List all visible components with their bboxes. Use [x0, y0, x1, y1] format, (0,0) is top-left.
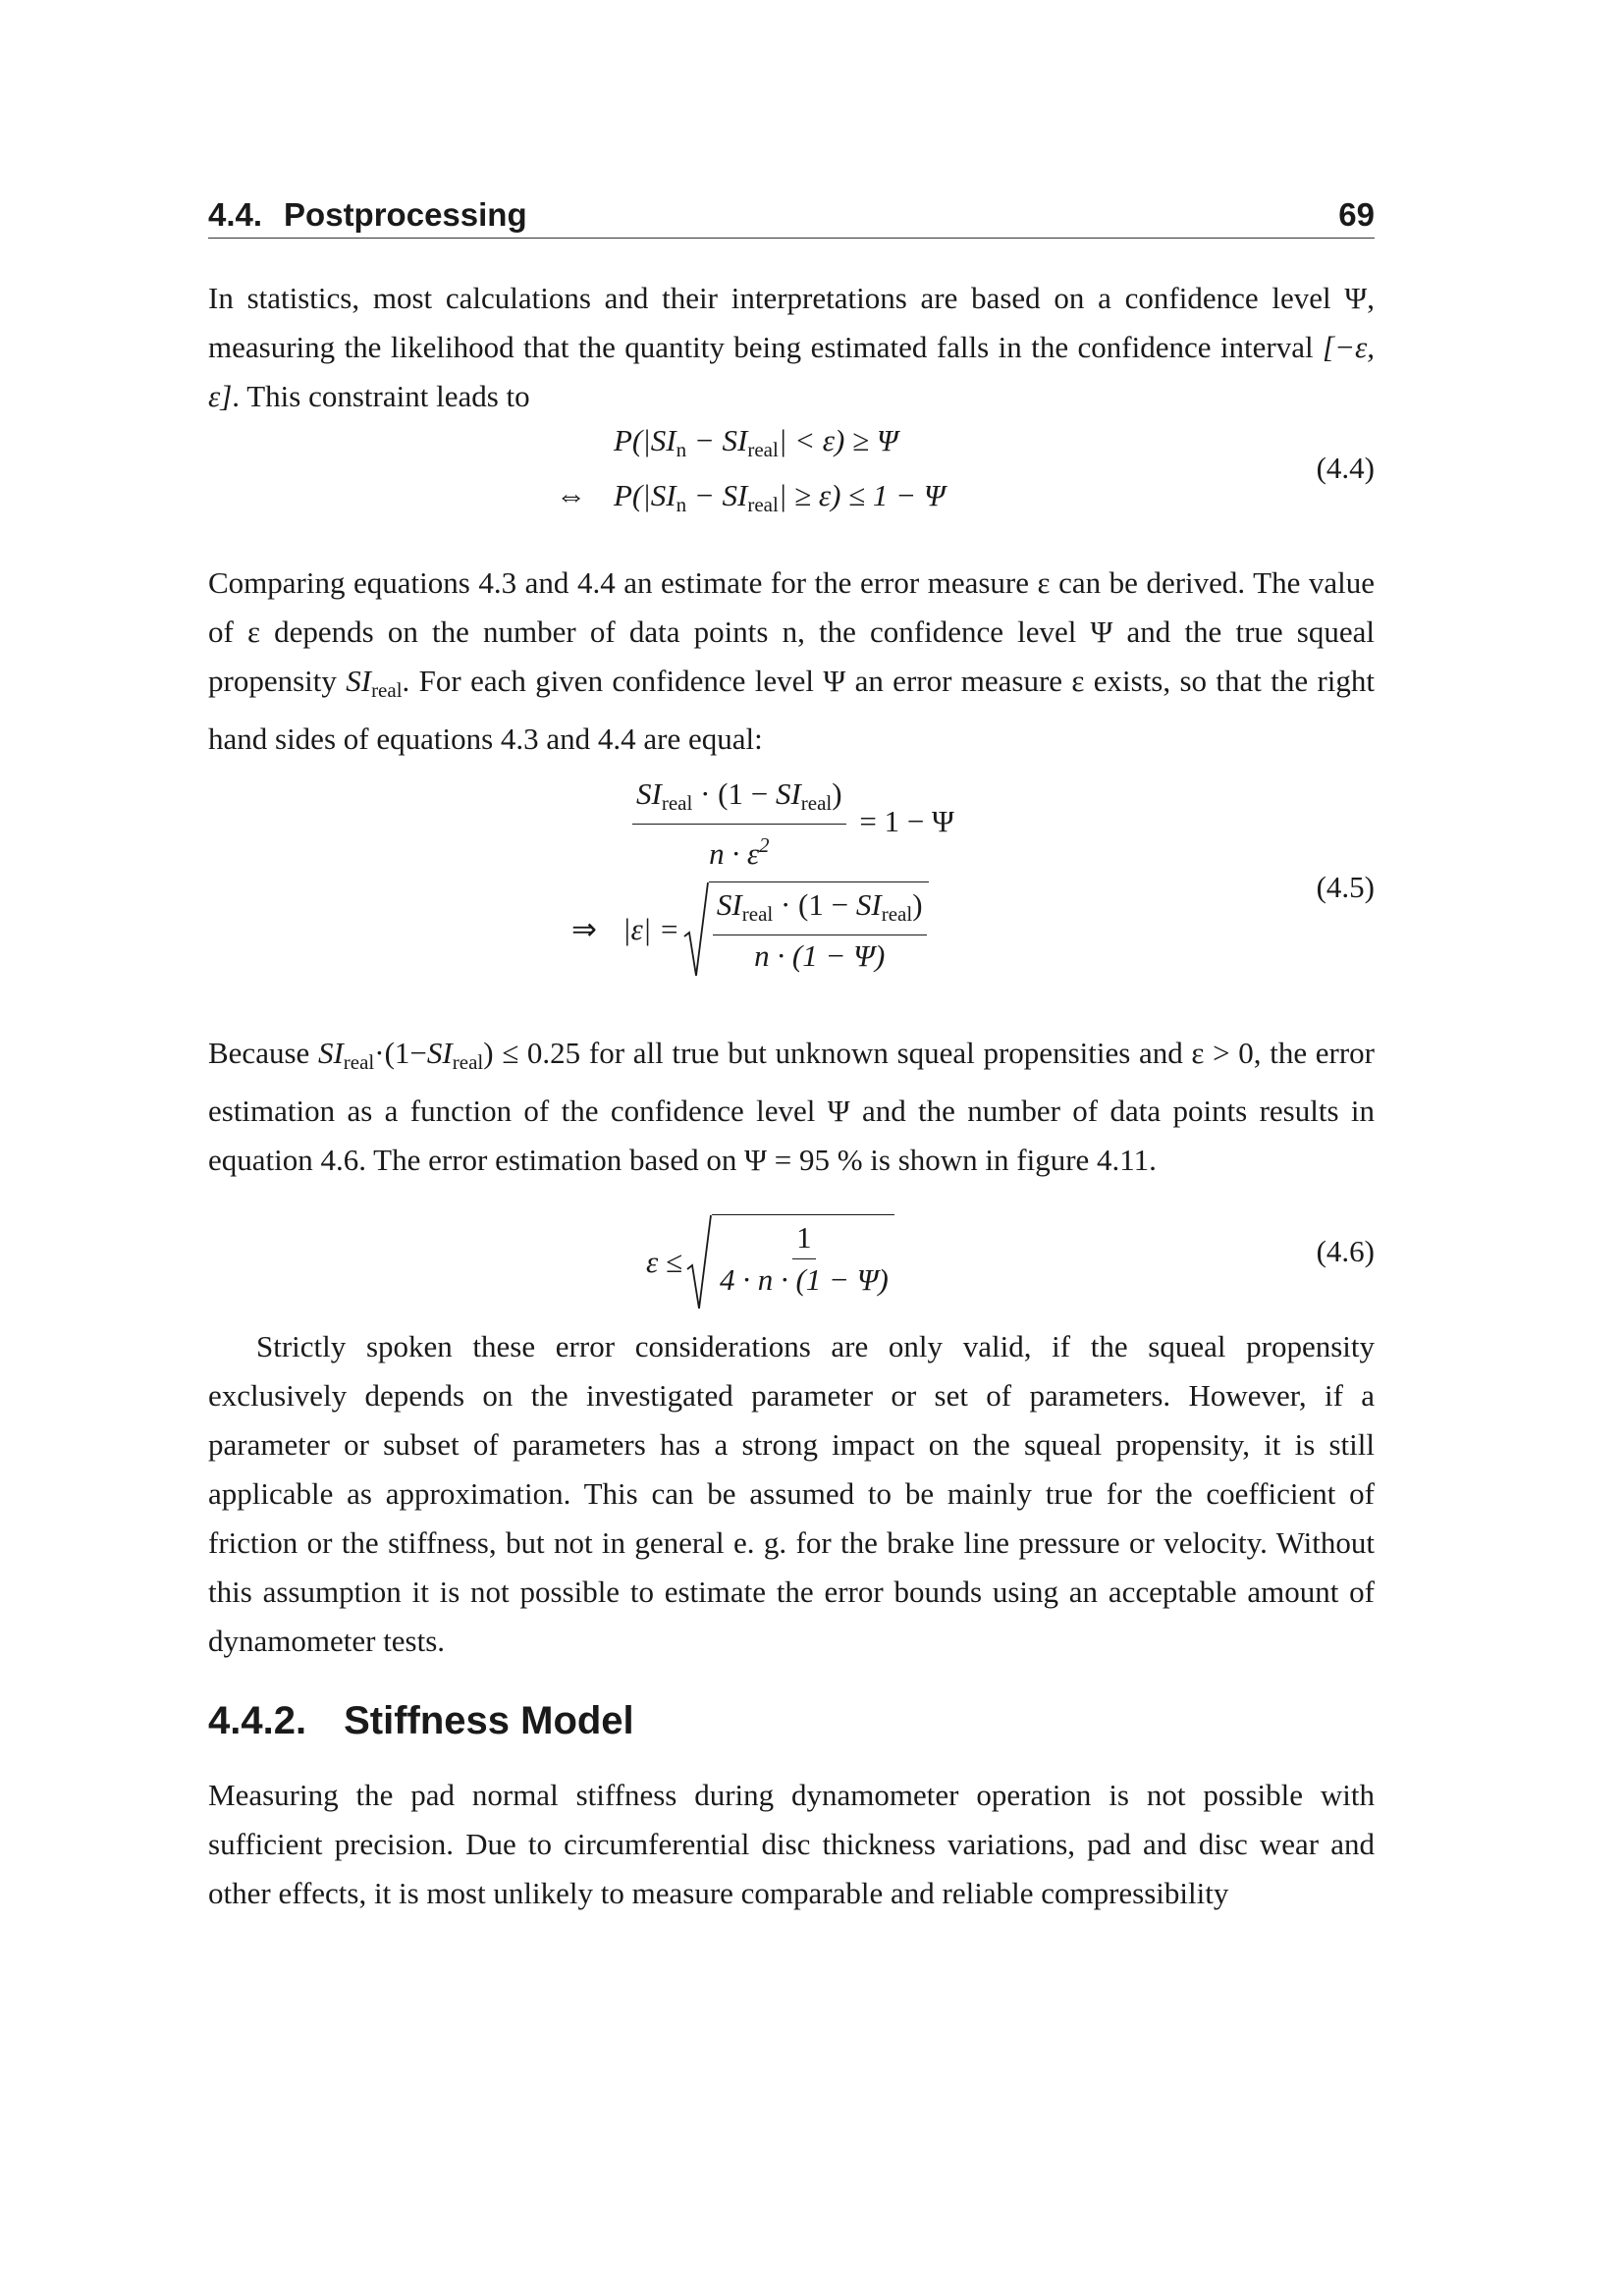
paragraph3-sub-a: real	[343, 1050, 375, 1074]
paragraph2-sub: real	[371, 678, 403, 702]
paragraph2-text-b: . For each given confidence level Ψ an error measure ε exists, so that the right hand sides of equations 4.3 and 4.4 are equal:	[208, 664, 1376, 756]
eq46-radicand	[712, 1214, 894, 1310]
page	[208, 196, 1375, 1918]
eq46-square-root	[686, 1214, 894, 1310]
equation-4-6-line	[646, 1214, 894, 1310]
eq45-f2-si-a: SI	[716, 887, 742, 922]
eq45-f2-denominator: n · (1 − Ψ)	[754, 938, 886, 973]
eq46-numerator: 1	[792, 1219, 816, 1259]
eq45-f2-numerator	[713, 886, 927, 935]
eq44-equivalence-arrow: ⇔	[556, 478, 586, 512]
paragraph1-text-a: In statistics, most calculations and their interpretations are based on a confidence level Ψ, measuring the likelihood that the quantity being estimated falls in the confidence interval	[208, 281, 1375, 364]
eq45-f1-sub-b: real	[800, 791, 833, 815]
eq45-fraction-1	[632, 775, 846, 873]
paragraph-because	[208, 1029, 1375, 1185]
equation-number-4-4: (4.4)	[1316, 451, 1375, 485]
eq45-f1-end: )	[832, 776, 842, 811]
paragraph3-mid: ·(1−	[374, 1036, 427, 1070]
eq44-l1-sub-real: real	[747, 438, 779, 461]
eq44-l1-start: P(|SI	[614, 423, 676, 457]
eq45-implies-arrow: ⇒	[571, 912, 597, 946]
eq45-rhs-1: = 1 − Ψ	[859, 803, 954, 838]
equation-4-4-line-1	[614, 423, 898, 462]
eq44-l2-sub-n: n	[676, 493, 687, 516]
eq46-denominator: 4 · n · (1 − Ψ)	[719, 1262, 889, 1297]
eq46-fraction	[716, 1219, 893, 1299]
equation-4-4-line-2	[556, 478, 946, 517]
section-title: Stiffness Model	[344, 1699, 634, 1742]
radical-sign-icon	[683, 881, 709, 978]
page-number: 69	[1338, 196, 1375, 233]
paragraph3-text-a: Because	[208, 1036, 318, 1070]
eq45-f1-den-sup: 2	[759, 833, 770, 857]
eq44-l2-minus: − SI	[686, 478, 748, 512]
equation-4-6	[208, 1185, 1375, 1322]
eq44-sub-n: n	[676, 438, 687, 461]
eq44-l1-minus: − SI	[686, 423, 748, 457]
eq46-lhs: ε ≤	[646, 1245, 682, 1279]
eq45-fraction-2	[713, 886, 927, 975]
confidence-interval: [−ε, ε]	[208, 330, 1375, 413]
eq45-f1-numerator	[632, 775, 846, 825]
paragraph3-text-b: for all true but unknown squeal propensities and ε > 0, the error estimation as a function of the confidence level Ψ and the number of data points results in equation 4.6. The error estimation based on Ψ = 95 % is shown in figure 4.11.	[208, 1036, 1375, 1177]
eq45-f1-si-a: SI	[636, 776, 662, 811]
paragraph3-si-a: SI	[317, 1036, 344, 1070]
equation-number-4-5: (4.5)	[1316, 870, 1375, 904]
eq44-l2-start: P(|SI	[614, 478, 676, 512]
header-section-title: Postprocessing	[284, 196, 527, 233]
eq45-f2-sub-a: real	[741, 902, 774, 926]
eq45-f2-sub-b: real	[881, 902, 913, 926]
eq45-f1-den-a: n · ε	[709, 836, 760, 871]
equation-4-5-line-1	[632, 775, 954, 873]
eq45-lhs-2: |ε| =	[622, 912, 679, 946]
section-heading	[208, 1699, 1375, 1743]
equation-4-5	[208, 764, 1375, 1029]
eq45-f1-si-b: SI	[775, 776, 801, 811]
equation-number-4-6: (4.6)	[1316, 1234, 1375, 1268]
eq45-f1-denominator	[705, 825, 773, 873]
eq45-f2-end: )	[912, 887, 923, 922]
paragraph1-text-b: . This constraint leads to	[232, 379, 530, 413]
equation-4-5-line-2	[571, 881, 929, 978]
section-number: 4.4.2.	[208, 1699, 307, 1742]
eq45-f1-mid: · (1 −	[692, 776, 776, 811]
eq45-square-root	[683, 881, 929, 978]
eq45-f1-sub-a: real	[661, 791, 693, 815]
eq44-l1-end: | < ε) ≥ Ψ	[778, 423, 898, 457]
eq44-l2-end: | ≥ ε) ≤ 1 − Ψ	[778, 478, 946, 512]
paragraph3-sub-b: real	[452, 1050, 484, 1074]
paragraph3-si-b: SI	[426, 1036, 453, 1070]
eq44-l2-sub-real: real	[747, 493, 779, 516]
paragraph2-si: SI	[346, 664, 372, 698]
paragraph-pad-stiffness: Measuring the pad normal stiffness during dynamometer operation is not possible with sufficient precision. Due to circumferential disc thickness variations, pad and disc wear and other effects, it is most unlikely to measure comparable and reliable compressibility	[208, 1778, 1375, 1910]
running-header	[208, 196, 1375, 239]
eq45-radicand	[709, 881, 929, 978]
paragraph-confidence-level	[208, 274, 1375, 421]
eq45-f2-mid: · (1 −	[773, 887, 856, 922]
equation-4-4	[208, 421, 1375, 559]
radical-sign-icon	[686, 1214, 712, 1310]
paragraph3-end: ) ≤ 0.25	[483, 1036, 581, 1070]
header-section-number: 4.4.	[208, 196, 263, 233]
eq45-f2-si-b: SI	[855, 887, 882, 922]
header-section	[208, 196, 527, 234]
paragraph-comparing-equations	[208, 559, 1375, 764]
paragraph2-text-a: Comparing equations 4.3 and 4.4 an estimate for the error measure ε can be derived. The value of ε depends on the number of data points n, the confidence level Ψ and the true squeal propensity	[208, 565, 1375, 698]
paragraph-strictly-spoken: Strictly spoken these error considerations are only valid, if the squeal propensity exclusively depends on the investigated parameter or set of parameters. However, if a parameter or subset of parameters has a strong impact on the squeal propensity, it is still applicable as approximation. This can be assumed to be mainly true for the coefficient of friction or the stiffness, but not in general e. g. for the brake line pressure or velocity. Without this assumption it is not possible to estimate the error bounds using an acceptable amount of dynamometer tests.	[208, 1329, 1375, 1658]
